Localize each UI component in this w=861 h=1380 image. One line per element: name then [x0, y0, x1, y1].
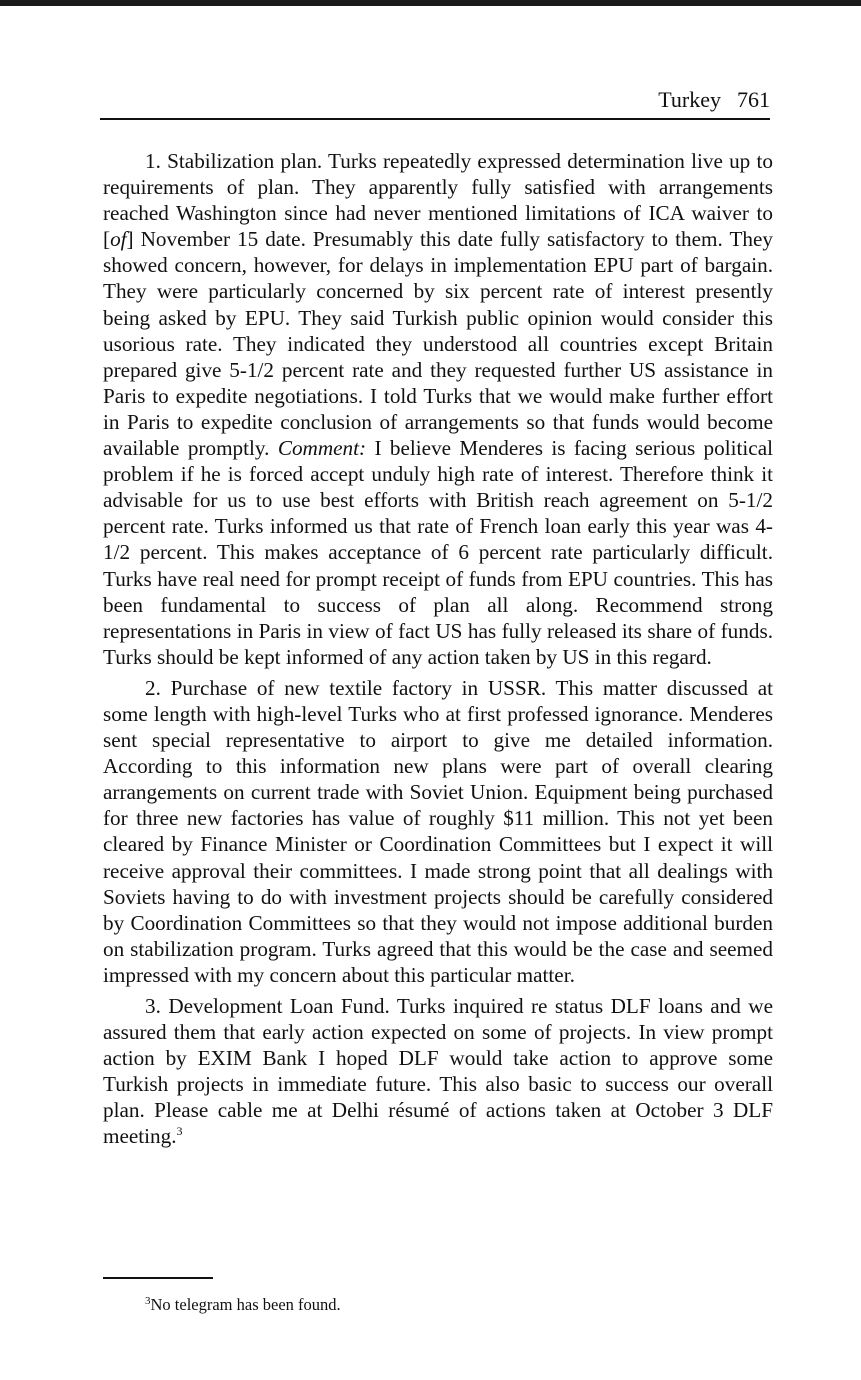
paragraph-1-text-a: 1. Stabilization plan. Turks repeatedly expressed determination live up to requirements of plan. They apparently fully satisfied with arrangements reached Washington since had never mentioned limitations of ICA waiver to [	[103, 149, 773, 252]
paragraph-textile-factory: 2. Purchase of new textile factory in USSR. This matter discussed at some length with high-level Turks who at first professed ignorance. Menderes sent special representative to airport to give me detailed information. According to this information new plans were part of overall clearing arrangements on current trade with Soviet Union. Equipment being purchased for three new factories has value of roughly $11 million. This not yet been cleared by Finance Minister or Coordination Committees but I expect it will receive approval their committees. I made strong point that all dealings with Soviets having to do with investment projects should be carefully considered by Coordination Committees so that they would not impose additional burden on stabilization program. Turks agreed that this would be the case and seemed impressed with my concern about this particular matter.	[103, 675, 773, 987]
running-head-title: Turkey	[658, 87, 721, 112]
footnote	[145, 1294, 341, 1316]
header-rule	[100, 118, 770, 120]
paragraph-1-text-c: I believe Menderes is facing serious political problem if he is forced accept unduly high rate of interest. Therefore think it advisable for us to use best efforts with British reach agreement on 5-1/2 percent rate. Turks informed us that rate of French loan early this year was 4-1/2 percent. This makes acceptance of 6 percent rate particularly difficult. Turks have real need for prompt receipt of funds from EPU countries. This has been fundamental to success of plan all along. Recommend strong representations in Paris in view of fact US has fully released its share of funds. Turks should be kept informed of any action taken by US in this regard.	[103, 436, 773, 669]
editorial-insertion: of	[110, 227, 127, 252]
paragraph-stabilization-plan	[103, 148, 773, 670]
running-head	[100, 86, 770, 114]
footnote-reference[interactable]: 3	[176, 1124, 183, 1139]
comment-label: Comment:	[277, 436, 367, 461]
paragraph-1-text-b: ] November 15 date. Presumably this date fully satisfactory to them. They showed concern, however, for delays in implementation EPU part of bargain. They were particularly concerned by six percent rate of interest presently being asked by EPU. They said Turkish public opinion would consider this usorious rate. They indicated they understood all countries except Britain prepared give 5-1/2 percent rate and they requested further US assistance in Paris to expedite negotiations. I told Turks that we would make further effort in Paris to expedite conclusion of arrangements so that funds would become available promptly.	[103, 227, 773, 461]
footnote-marker: 3	[145, 1295, 151, 1307]
paragraph-development-loan-fund	[103, 993, 773, 1150]
document-body	[103, 148, 773, 1155]
page-number: 761	[737, 87, 770, 112]
footnote-text: No telegram has been found.	[150, 1295, 341, 1314]
footnote-rule	[103, 1277, 213, 1279]
page-top-edge	[0, 0, 861, 6]
paragraph-3-text: 3. Development Loan Fund. Turks inquired re status DLF loans and we assured them that early action expected on some of projects. In view prompt action by EXIM Bank I hoped DLF would take action to approve some Turkish projects in immediate future. This also basic to success our overall plan. Please cable me at Delhi résumé of actions taken at October 3 DLF meeting.	[103, 994, 773, 1149]
